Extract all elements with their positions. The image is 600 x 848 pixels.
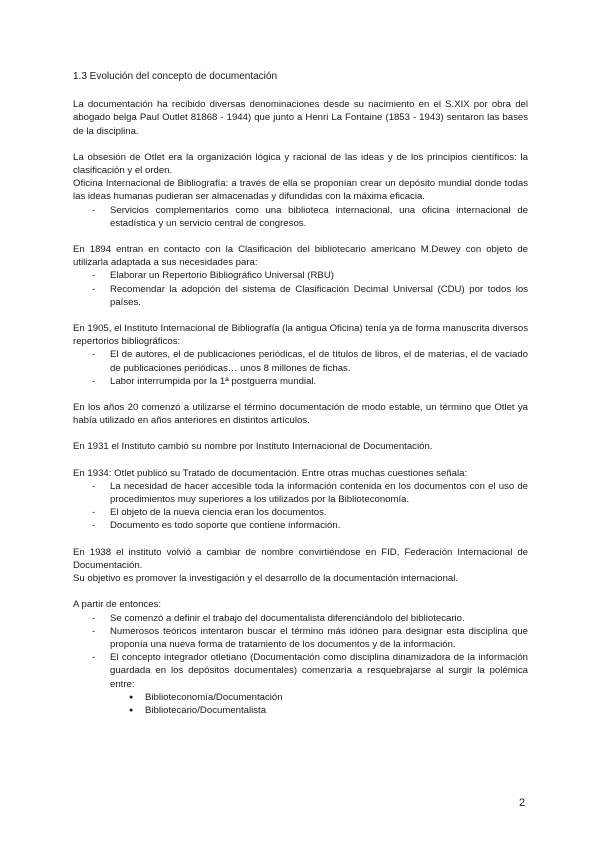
paragraph-1931: En 1931 el Instituto cambió su nombre por Instituto Internacional de Documentación.	[73, 441, 433, 453]
paragraph-1905: En 1905, el Instituto Internacional de Bibliografía (la antigua Oficina) tenía ya de forma manuscrita diversos repertorios bibliográficos:	[73, 323, 528, 348]
page-content	[73, 70, 528, 717]
list-item: - El de autores, el de publicaciones periódicas, el de títulos de libros, el de materias, el de vaciado de publicaciones periódicas… unos 8 millones de fichas.	[73, 348, 528, 374]
list-tratado	[73, 480, 528, 533]
list-item: - El objeto de la nueva ciencia eran los documentos.	[73, 506, 528, 519]
list-dewey	[73, 269, 528, 309]
list-item: - Recomendar la adopción del sistema de Clasificación Decimal Universal (CDU) por todos los países.	[73, 283, 528, 309]
paragraph-a-partir: A partir de entonces:	[73, 599, 161, 611]
paragraph-otlet	[73, 151, 528, 204]
paragraph-1938-line2: Su objetivo es promover la investigación y el desarrollo de la documentación internacional.	[73, 573, 459, 585]
list-item: - La necesidad de hacer accesible toda la información contenida en los documentos con el uso de procedimientos muy superiores a los utilizados por la Biblioteconomía.	[73, 480, 528, 506]
list-a-partir	[73, 612, 528, 691]
paragraph-1938	[73, 546, 528, 586]
list-item: - El concepto integrador otletiano (Documentación como disciplina dinamizadora de la información guardada en los depósitos documentales) comenzaría a resquebrajarse al surgir la polémica entre:	[73, 651, 528, 691]
list-repertorios	[73, 348, 528, 388]
page-number: 2	[519, 797, 526, 809]
section-heading: 1.3 Evolución del concepto de documentación	[73, 71, 278, 82]
paragraph-dewey: En 1894 entran en contacto con la Clasificación del bibliotecario americano M.Dewey con objeto de utilizarla adaptada a sus necesidades para:	[73, 244, 528, 269]
paragraph-otlet-line1: La obsesión de Otlet era la organización lógica y racional de las ideas y de los principios científicos: la clasificación y el orden.	[73, 151, 528, 177]
list-item: - Servicios complementarios como una biblioteca internacional, una oficina internacional de estadística y un servicio central de congresos.	[73, 204, 528, 230]
list-services	[73, 204, 528, 230]
list-item: - Se comenzó a definir el trabajo del documentalista diferenciándolo del bibliotecario.	[73, 612, 528, 625]
list-item: - Documento es todo soporte que contiene información.	[73, 519, 528, 532]
sublist-polemica	[73, 691, 528, 717]
paragraph-1934: En 1934: Otlet publicó su Tratado de documentación. Entre otras muchas cuestiones señala:	[73, 467, 468, 479]
paragraph-otlet-line2: Oficina Internacional de Bibliografía: a través de ella se proponían crear un depósito mundial donde todas las ideas humanas pudieran ser almacenadas y difundidas con la máxima eficacia.	[73, 178, 528, 203]
paragraph-anos-20: En los años 20 comenzó a utilizarse el término documentación de modo estable, un término que Otlet ya había utilizado en años anteriores en distintos artículos.	[73, 402, 528, 427]
sublist-item: ● Biblioteconomía/Documentación	[73, 691, 528, 704]
list-item: - Elaborar un Repertorio Bibliográfico Universal (RBU)	[73, 269, 528, 282]
paragraph-origins: La documentación ha recibido diversas denominaciones desde su nacimiento en el S.XIX por obra del abogado belga Paul Outlet 81868 - 1944) que junto a Henri La Fontaine (1853 - 1943) sentaron las bases de la disciplina.	[73, 99, 528, 137]
list-item: - Labor interrumpida por la 1ª postguerra mundial.	[73, 375, 528, 388]
paragraph-1938-line1: En 1938 el instituto volvió a cambiar de nombre convirtiéndose en FID, Federación Internacional de Documentación.	[73, 546, 528, 571]
list-item: - Numerosos teóricos intentaron buscar el término más idóneo para designar esta disciplina que proponía una nueva forma de tratamiento de los documentos y de la información.	[73, 625, 528, 651]
sublist-item: ● Bibliotecario/Documentalista	[73, 704, 528, 717]
